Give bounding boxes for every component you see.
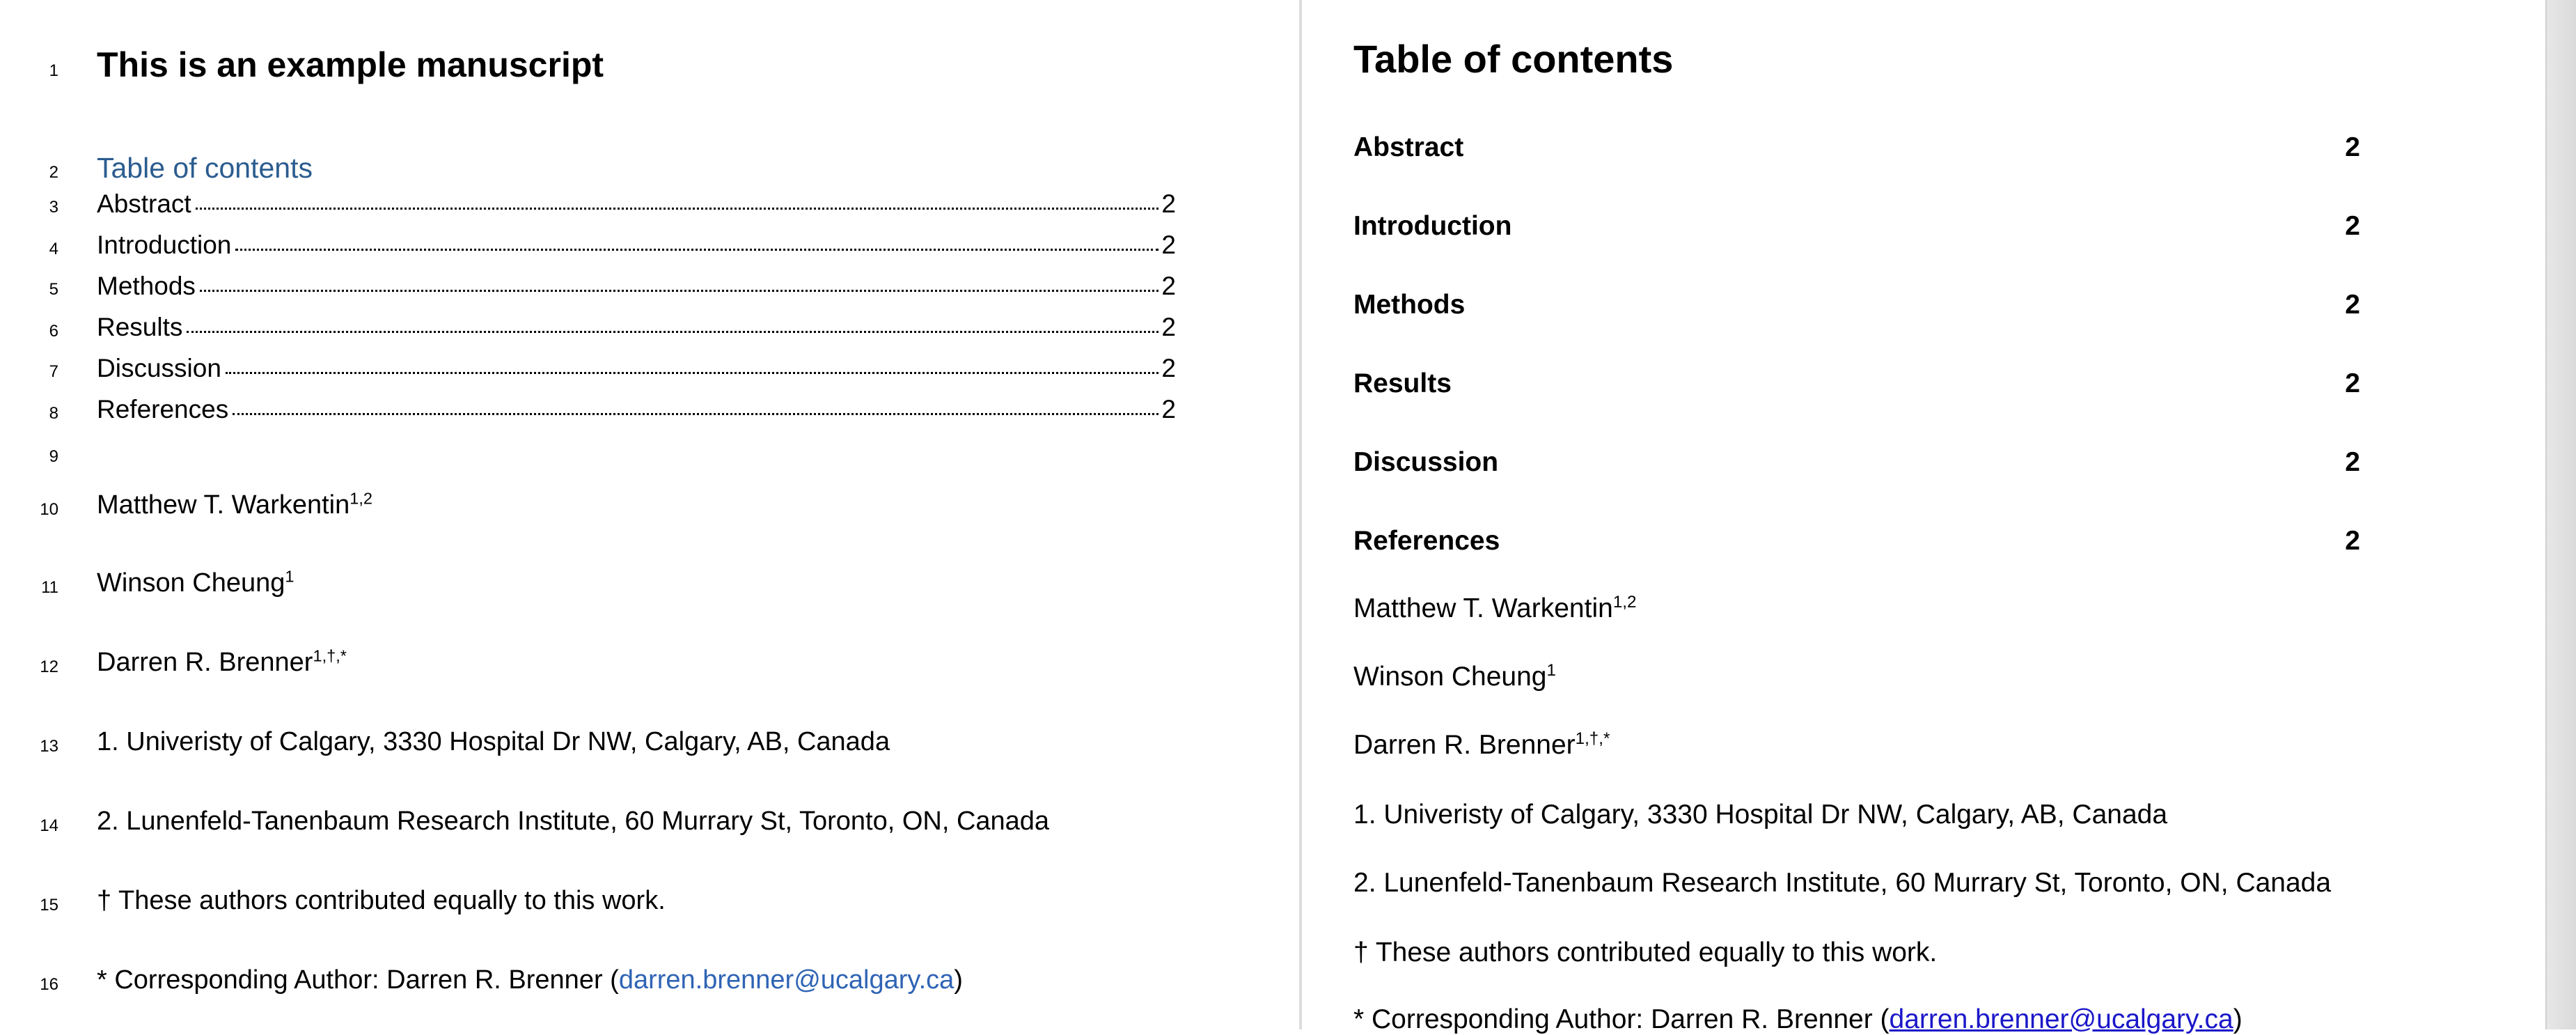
preview-toc-label: Discussion	[1353, 447, 1499, 477]
toc-leader-dots	[187, 331, 1159, 333]
equal-contribution-note: † These authors contributed equally to this work.	[97, 886, 666, 915]
email-link[interactable]: darren.brenner@ucalgary.ca	[1889, 1004, 2233, 1034]
preview-toc-entry[interactable]	[1353, 211, 2360, 242]
preview-toc-page: 2	[2345, 526, 2360, 556]
toc-entry[interactable]	[97, 231, 1176, 264]
toc-entry-page: 2	[1161, 231, 1176, 259]
line-number: 14	[40, 816, 58, 835]
preview-toc-page: 2	[2345, 447, 2360, 477]
toc-leader-dots	[235, 249, 1159, 251]
preview-pane	[1302, 0, 2545, 1034]
author-affiliation-sup: 1,2	[350, 489, 372, 508]
line-number: 4	[49, 240, 58, 258]
author-line	[97, 490, 372, 520]
line-number: 8	[49, 404, 58, 423]
affiliation-line: 2. Lunenfeld-Tanenbaum Research Institute, 60 Murrary St, Toronto, ON, Canada	[97, 807, 1050, 836]
corresponding-suffix: )	[2233, 1004, 2243, 1034]
line-number: 1	[49, 61, 58, 80]
toc-entry-page: 2	[1161, 354, 1176, 382]
toc-entry-label: References	[97, 395, 229, 423]
toc-leader-dots	[226, 372, 1159, 374]
line-number: 15	[40, 896, 58, 915]
toc-entry[interactable]	[97, 272, 1176, 305]
author-name: Darren R. Brenner	[1353, 730, 1576, 760]
author-name: Winson Cheung	[1353, 662, 1547, 692]
preview-toc-heading: Table of contents	[1353, 37, 1674, 81]
preview-affiliation-line: 2. Lunenfeld-Tanenbaum Research Institute, 60 Murrary St, Toronto, ON, Canada	[1353, 868, 2332, 898]
preview-toc-label: Methods	[1353, 290, 1466, 320]
author-name: Winson Cheung	[97, 568, 285, 598]
line-number: 13	[40, 737, 58, 756]
toc-entry-page: 2	[1161, 313, 1176, 341]
line-number: 6	[49, 322, 58, 341]
preview-toc-label: Introduction	[1353, 211, 1512, 241]
preview-toc-label: References	[1353, 526, 1500, 556]
preview-toc-page: 2	[2345, 132, 2360, 162]
preview-toc-entry[interactable]	[1353, 290, 2360, 320]
corresponding-prefix: * Corresponding Author: Darren R. Brenner (	[1353, 1004, 1890, 1034]
author-affiliation-sup: 1,†,*	[313, 646, 347, 665]
preview-corresponding-author-line	[1353, 1004, 2243, 1035]
preview-toc-entry[interactable]	[1353, 526, 2360, 557]
preview-affiliation-line: 1. Univeristy of Calgary, 3330 Hospital Dr NW, Calgary, AB, Canada	[1353, 800, 2168, 830]
toc-entry-page: 2	[1161, 395, 1176, 423]
author-affiliation-sup: 1,2	[1612, 593, 1637, 612]
line-number: 11	[41, 578, 58, 597]
author-name: Matthew T. Warkentin	[97, 490, 350, 520]
corresponding-author-line	[97, 965, 963, 995]
corresponding-prefix: * Corresponding Author: Darren R. Brenner (	[97, 965, 619, 995]
preview-toc-entry[interactable]	[1353, 447, 2360, 478]
preview-author-line	[1353, 730, 1610, 761]
author-affiliation-sup: 1	[1546, 661, 1556, 680]
toc-entry-label: Introduction	[97, 231, 232, 259]
email-link[interactable]: darren.brenner@ucalgary.ca	[618, 965, 955, 995]
line-number: 3	[49, 198, 58, 217]
toc-leader-dots	[233, 413, 1159, 415]
toc-entry[interactable]	[97, 313, 1176, 346]
author-affiliation-sup: 1,†,*	[1575, 729, 1610, 748]
line-number: 12	[40, 657, 58, 676]
toc-entry-page: 2	[1161, 189, 1176, 218]
author-line	[97, 568, 294, 598]
preview-toc-page: 2	[2345, 211, 2360, 241]
corresponding-suffix: )	[954, 965, 963, 995]
author-name: Matthew T. Warkentin	[1353, 593, 1613, 623]
toc-entry-label: Discussion	[97, 354, 221, 382]
preview-toc-label: Abstract	[1353, 132, 1464, 162]
toc-entry-page: 2	[1161, 272, 1176, 300]
toc-leader-dots	[200, 290, 1159, 292]
author-line	[97, 648, 347, 678]
line-number: 10	[40, 500, 58, 519]
preview-toc-label: Results	[1353, 368, 1452, 398]
line-number: 2	[49, 163, 58, 182]
author-name: Darren R. Brenner	[97, 648, 313, 677]
manuscript-title: This is an example manuscript	[97, 45, 604, 84]
preview-toc-entry[interactable]	[1353, 132, 2360, 163]
author-affiliation-sup: 1	[285, 567, 294, 586]
toc-entry[interactable]	[97, 354, 1176, 387]
preview-toc-page: 2	[2345, 368, 2360, 398]
line-number: 5	[49, 280, 58, 299]
preview-toc-entry[interactable]	[1353, 368, 2360, 399]
preview-scrollbar[interactable]	[2545, 0, 2576, 1029]
preview-author-line	[1353, 593, 1636, 624]
toc-leader-dots	[196, 208, 1159, 210]
line-number: 7	[49, 362, 58, 381]
preview-equal-contribution-note: † These authors contributed equally to this work.	[1353, 937, 1938, 967]
toc-entry-label: Methods	[97, 272, 196, 300]
toc-heading: Table of contents	[97, 152, 313, 184]
toc-entry-label: Abstract	[97, 189, 191, 218]
toc-entry[interactable]	[97, 189, 1176, 223]
toc-entry[interactable]	[97, 395, 1176, 428]
affiliation-line: 1. Univeristy of Calgary, 3330 Hospital Dr NW, Calgary, AB, Canada	[97, 727, 890, 756]
toc-entry-label: Results	[97, 313, 183, 341]
preview-author-line	[1353, 662, 1556, 692]
preview-toc-page: 2	[2345, 290, 2360, 320]
line-number: 9	[49, 447, 58, 466]
line-number: 16	[40, 975, 58, 994]
